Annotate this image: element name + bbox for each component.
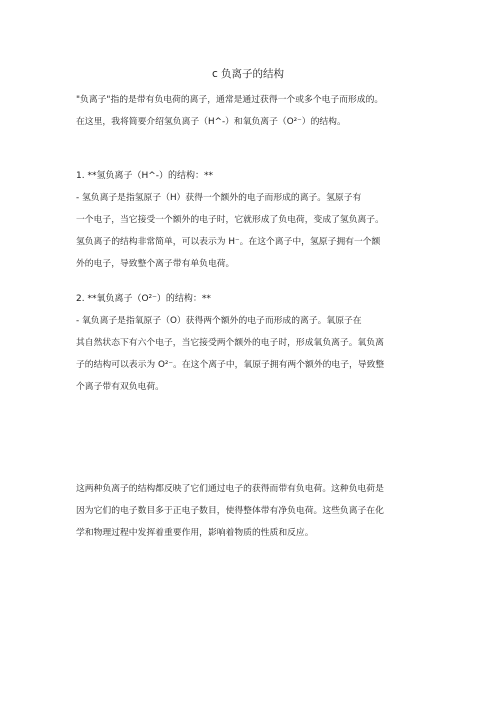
section-2-heading: 2. **氧负离子（O²⁻）的结构：** xyxy=(76,294,211,304)
conclusion-line: 这两种负离子的结构都反映了它们通过电子的获得而带有负电荷。这种负电荷是 xyxy=(76,484,384,494)
section-2-line: 子的结构可以表示为 O²⁻。在这个离子中，氧原子拥有两个额外的电子，导致整 xyxy=(76,360,385,370)
section-1-line: 氢负离子的结构非常简单，可以表示为 H⁻。在这个离子中，氢原子拥有一个额 xyxy=(76,237,381,247)
conclusion-paragraph xyxy=(76,478,426,544)
section-2 xyxy=(76,288,426,398)
section-1-line: - 氢负离子是指氢原子（H）获得一个额外的电子而形成的离子。氢原子有 xyxy=(76,193,362,203)
conclusion-line: 因为它们的电子数目多于正电子数目，使得整体带有净负电荷。这些负离子在化 xyxy=(76,506,384,516)
page-title: c 负离子的结构 xyxy=(211,68,285,80)
section-1-line: 一个电子，当它接受一个额外的电子时，它就形成了负电荷，变成了氢负离子。 xyxy=(76,215,384,225)
conclusion-line: 学和物理过程中发挥着重要作用，影响着物质的性质和反应。 xyxy=(76,528,314,538)
intro-line: 在这里，我将简要介绍氢负离子（H^-）和氧负离子（O²⁻）的结构。 xyxy=(76,117,346,127)
section-2-line: 个离子带有双负电荷。 xyxy=(76,382,164,392)
section-1-line: 外的电子，导致整个离子带有单负电荷。 xyxy=(76,259,235,269)
section-1 xyxy=(76,165,426,275)
section-1-heading: 1. **氢负离子（H^-）的结构：** xyxy=(76,171,214,181)
intro-paragraph xyxy=(76,89,426,133)
section-2-line: - 氧负离子是指氧原子（O）获得两个额外的电子而形成的离子。氧原子在 xyxy=(76,316,362,326)
section-2-line: 其自然状态下有六个电子，当它接受两个额外的电子时，形成氧负离子。氧负离 xyxy=(76,338,384,348)
intro-line: "负离子"指的是带有负电荷的离子，通常是通过获得一个或多个电子而形成的。 xyxy=(76,95,384,105)
